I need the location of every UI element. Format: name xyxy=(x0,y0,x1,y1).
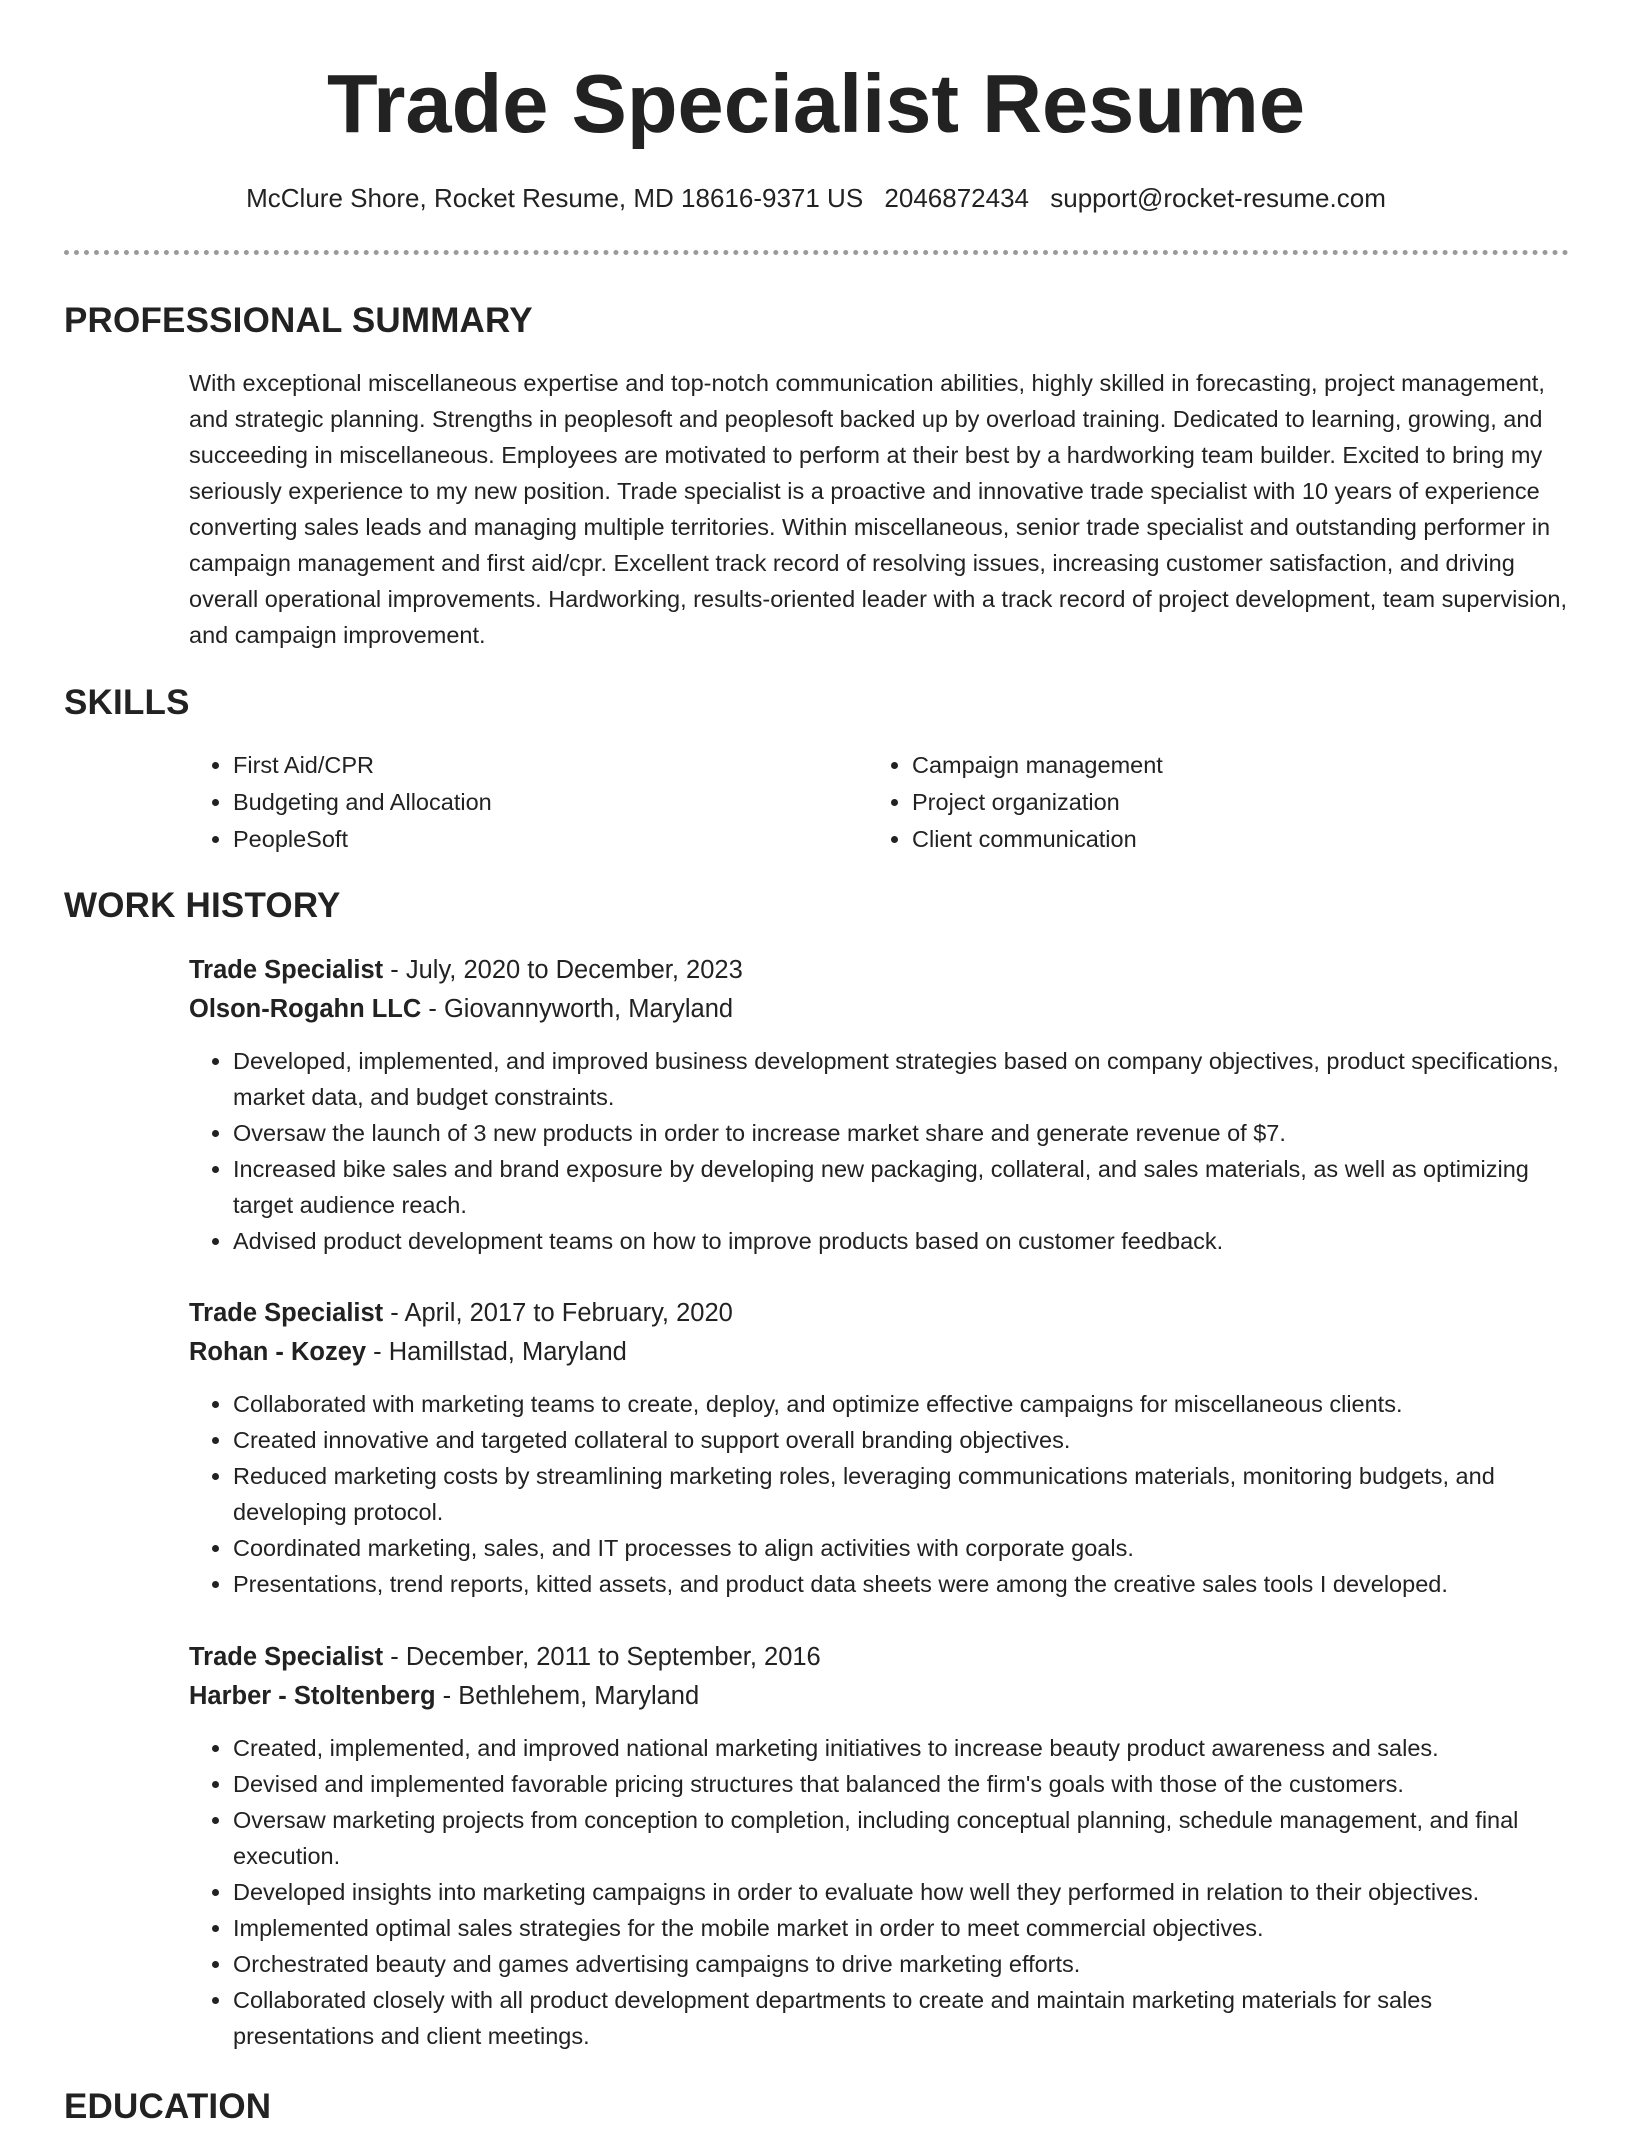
skill-item: • Client communication xyxy=(912,821,1163,858)
job-bullets xyxy=(189,1043,1579,1259)
job-bullet: • Developed insights into marketing campaigns in order to evaluate how well they performed in relation to their objectives. xyxy=(233,1874,1579,1910)
contact-email: support@rocket-resume.com xyxy=(1050,183,1386,213)
skills-column-right xyxy=(868,747,1163,858)
skill-item: • Budgeting and Allocation xyxy=(233,784,492,821)
job-location: - Bethlehem, Maryland xyxy=(435,1682,700,1710)
skill-item: • First Aid/CPR xyxy=(233,747,492,784)
job-bullets xyxy=(189,1386,1579,1602)
job-bullet: • Reduced marketing costs by streamlining marketing roles, leveraging communications materials, monitoring budgets, and developing protocol. xyxy=(233,1458,1579,1530)
job-bullet: • Created, implemented, and improved national marketing initiatives to increase beauty product awareness and sales. xyxy=(233,1730,1579,1766)
job-bullets xyxy=(189,1730,1579,2054)
job-title: Trade Specialist xyxy=(189,956,384,984)
job-entry xyxy=(189,1638,1579,2054)
job-title-line xyxy=(189,1638,1579,1677)
resume-title: Trade Specialist Resume xyxy=(326,57,1305,150)
skill-item: • PeopleSoft xyxy=(233,821,492,858)
header-divider xyxy=(64,250,1569,255)
job-bullet: • Created innovative and targeted collateral to support overall branding objectives. xyxy=(233,1422,1579,1458)
job-title: Trade Specialist xyxy=(189,1643,384,1671)
job-bullet: • Devised and implemented favorable pricing structures that balanced the firm's goals with those of the customers. xyxy=(233,1766,1579,1802)
skill-item: • Project organization xyxy=(912,784,1163,821)
job-company: Olson-Rogahn LLC xyxy=(189,995,422,1023)
job-bullet: • Presentations, trend reports, kitted assets, and product data sheets were among the creative sales tools I developed. xyxy=(233,1566,1579,1602)
job-entry xyxy=(189,1294,1579,1602)
skills-list-left xyxy=(189,747,492,858)
summary-text: With exceptional miscellaneous expertise and top-notch communication abilities, highly skilled in forecasting, project management, and strategic planning. Strengths in peoplesoft and peoplesoft backed up by overload training. Dedicated to learning, growing, and succeeding in miscellaneous. Employees are motivated to perform at their best by a hardworking team builder. Excited to bring my seriously experience to my new position. Trade specialist is a proactive and innovative trade specialist with 10 years of experience converting sales leads and managing multiple territories. Within miscellaneous, senior trade specialist and outstanding performer in campaign management and first aid/cpr. Excellent track record of resolving issues, increasing customer satisfaction, and driving overall operational improvements. Hardworking, results-oriented leader with a track record of project development, team supervision, and campaign improvement. xyxy=(189,370,1568,648)
work-history-heading: WORK HISTORY xyxy=(64,886,341,925)
education-heading: EDUCATION xyxy=(64,2087,272,2126)
contact-line xyxy=(0,180,1632,216)
summary-heading: PROFESSIONAL SUMMARY xyxy=(64,301,533,340)
skill-item: • Campaign management xyxy=(912,747,1163,784)
job-company-line xyxy=(189,1677,1579,1716)
job-title-line xyxy=(189,951,1579,990)
job-bullet: • Implemented optimal sales strategies for the mobile market in order to meet commercial objectives. xyxy=(233,1910,1579,1946)
job-bullet: • Developed, implemented, and improved business development strategies based on company objectives, product specifications, market data, and budget constraints. xyxy=(233,1043,1579,1115)
job-bullet: • Collaborated with marketing teams to create, deploy, and optimize effective campaigns for miscellaneous clients. xyxy=(233,1386,1579,1422)
contact-address: McClure Shore, Rocket Resume, MD 18616-9371 US xyxy=(246,183,864,213)
job-bullet: • Oversaw the launch of 3 new products in order to increase market share and generate revenue of $7. xyxy=(233,1115,1579,1151)
contact-phone: 2046872434 xyxy=(884,183,1030,213)
job-bullet: • Oversaw marketing projects from conception to completion, including conceptual planning, schedule management, and final execution. xyxy=(233,1802,1579,1874)
job-bullet: • Increased bike sales and brand exposure by developing new packaging, collateral, and sales materials, as well as optimizing target audience reach. xyxy=(233,1151,1579,1223)
job-company: Rohan - Kozey xyxy=(189,1338,367,1366)
job-bullet: • Collaborated closely with all product development departments to create and maintain marketing materials for sales presentations and client meetings. xyxy=(233,1982,1579,2054)
skills-column-left xyxy=(189,747,492,858)
job-bullet: • Advised product development teams on how to improve products based on customer feedback. xyxy=(233,1223,1579,1259)
job-company-line xyxy=(189,1333,1579,1372)
job-title-line xyxy=(189,1294,1579,1333)
job-entry xyxy=(189,951,1579,1259)
job-company: Harber - Stoltenberg xyxy=(189,1682,436,1710)
job-dates: - December, 2011 to September, 2016 xyxy=(383,1643,821,1671)
job-dates: - April, 2017 to February, 2020 xyxy=(383,1299,733,1327)
job-dates: - July, 2020 to December, 2023 xyxy=(383,956,743,984)
job-company-line xyxy=(189,990,1579,1029)
job-location: - Hamillstad, Maryland xyxy=(366,1338,627,1366)
job-bullet: • Coordinated marketing, sales, and IT processes to align activities with corporate goals. xyxy=(233,1530,1579,1566)
skills-heading: SKILLS xyxy=(64,683,190,722)
job-location: - Giovannyworth, Maryland xyxy=(421,995,734,1023)
skills-list-right xyxy=(868,747,1163,858)
job-title: Trade Specialist xyxy=(189,1299,384,1327)
job-bullet: • Orchestrated beauty and games advertising campaigns to drive marketing efforts. xyxy=(233,1946,1579,1982)
